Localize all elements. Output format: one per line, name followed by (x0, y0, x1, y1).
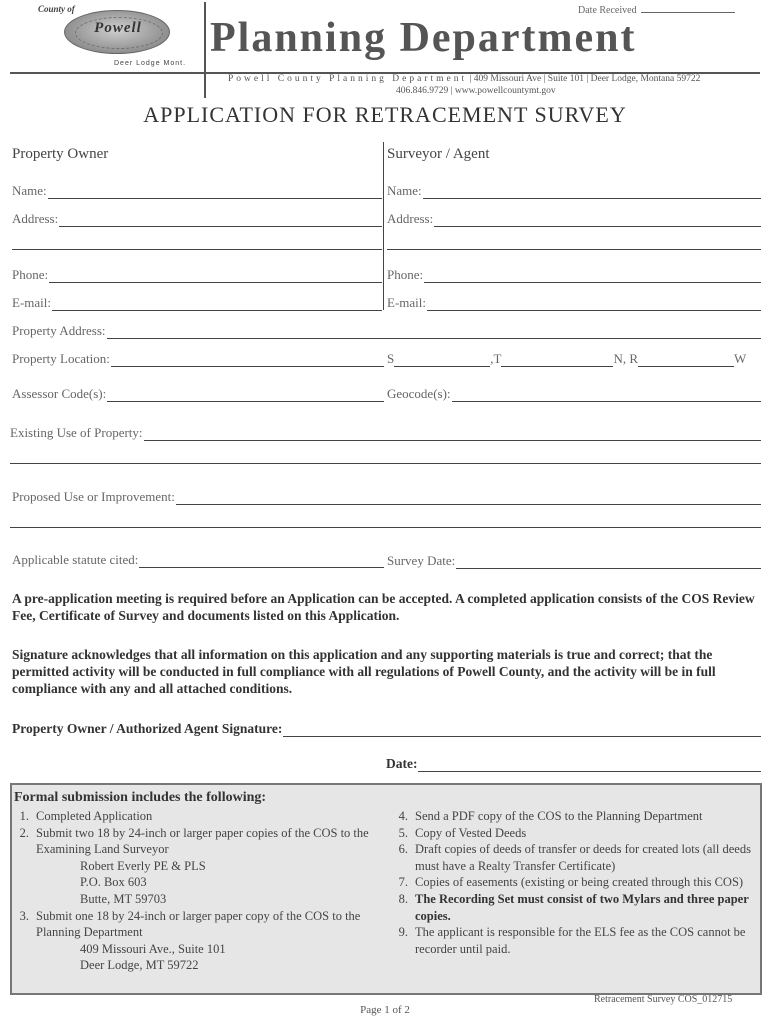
list-text: The applicant is responsible for the ELS fee as the COS cannot be recorder until paid. (415, 925, 746, 956)
agent-name-field[interactable] (387, 183, 761, 199)
form-id: Retracement Survey COS_012715 (594, 994, 733, 1005)
logo-bottom-text: Deer Lodge Mont. (114, 60, 187, 67)
list-item (393, 891, 753, 924)
agent-address-field[interactable] (387, 211, 761, 227)
owner-address-line-2[interactable] (12, 249, 382, 250)
list-text: Draft copies of deeds of transfer or deeds for created lots (all deeds must have a Realty Transfer Certificate) (415, 842, 751, 873)
existing-use-field[interactable] (10, 425, 761, 441)
department-street: | 409 Missouri Ave | Suite 101 | Deer Lodge, Montana 59722 (467, 74, 701, 84)
list-number: 7. (398, 875, 408, 890)
column-divider (383, 142, 384, 310)
range-label: N, R (613, 351, 638, 366)
section-label: S (387, 351, 395, 366)
signature-label: Property Owner / Authorized Agent Signature: (12, 721, 283, 736)
township-label: ,T (490, 351, 502, 366)
owner-address-line[interactable] (59, 215, 382, 227)
property-address-label: Property Address: (12, 323, 106, 338)
surveyor-agent-heading: Surveyor / Agent (387, 146, 490, 162)
date-received-line[interactable] (641, 4, 735, 13)
logo-name: Powell (94, 20, 142, 36)
list-item (393, 924, 753, 957)
header-vertical-rule (204, 2, 206, 98)
list-number: 3. (19, 908, 29, 923)
section-township-range (387, 351, 761, 367)
signature-line[interactable] (283, 725, 761, 737)
department-contact: 406.846.9729 | www.powellcountymt.gov (396, 86, 556, 96)
list-item (393, 874, 753, 891)
signature-date-label: Date: (386, 756, 418, 771)
geocode-field[interactable] (387, 386, 761, 402)
existing-use-line[interactable] (144, 429, 761, 441)
property-location-field[interactable] (12, 351, 384, 367)
owner-email-line[interactable] (52, 299, 382, 311)
agent-name-label: Name: (387, 183, 422, 198)
list-number: 2. (19, 825, 29, 840)
existing-use-line-2[interactable] (10, 463, 761, 464)
submission-list-right (393, 808, 753, 957)
signature-date-field[interactable] (386, 755, 761, 772)
list-text: The Recording Set must consist of two Mylars and three paper copies. (415, 891, 749, 923)
signature-date-line[interactable] (418, 760, 761, 772)
department-name: Powell County Planning Department (228, 74, 468, 84)
owner-address-label: Address: (12, 211, 59, 226)
owner-address-field[interactable] (12, 211, 382, 227)
list-item (393, 825, 753, 842)
agent-name-line[interactable] (423, 187, 761, 199)
submission-list-left (14, 808, 376, 974)
list-number: 4. (398, 809, 408, 823)
agent-email-line[interactable] (427, 299, 761, 311)
owner-phone-label: Phone: (12, 267, 49, 282)
proposed-use-field[interactable] (12, 489, 761, 505)
list-address-line (14, 957, 376, 974)
owner-email-label: E-mail: (12, 295, 51, 310)
statute-field[interactable] (12, 552, 384, 568)
agent-address-line-2[interactable] (387, 249, 761, 250)
list-address-line (14, 858, 376, 875)
property-location-label: Property Location: (12, 351, 110, 366)
list-text: Completed Application (36, 809, 153, 823)
assessor-code-label: Assessor Code(s): (12, 386, 107, 401)
signature-acknowledgement: Signature acknowledges that all information on this application and any supporting materials is true and correct; that the permitted activity will be conducted in full compliance with all regulations of Powell County, and the activity will be in full compliance with any and all attached conditions. (12, 647, 716, 696)
list-item (393, 841, 753, 874)
submission-title: Formal submission includes the following: (14, 790, 267, 805)
signature-field[interactable] (12, 720, 761, 737)
list-text: Submit two 18 by 24-inch or larger paper copies of the COS to the Examining Land Surveyor (36, 825, 369, 857)
statute-label: Applicable statute cited: (12, 552, 139, 567)
proposed-use-line[interactable] (176, 493, 761, 505)
form-title: APPLICATION FOR RETRACEMENT SURVEY (143, 102, 627, 127)
list-text: Butte, MT 59703 (80, 891, 167, 906)
existing-use-label: Existing Use of Property: (10, 425, 143, 440)
list-item (14, 908, 376, 941)
agent-email-field[interactable] (387, 295, 761, 311)
county-logo (28, 2, 198, 76)
list-text: 409 Missouri Ave., Suite 101 (80, 941, 226, 956)
list-address-line (14, 891, 376, 908)
owner-phone-field[interactable] (12, 267, 382, 283)
agent-email-label: E-mail: (387, 295, 426, 310)
assessor-code-line[interactable] (107, 390, 384, 402)
logo-top-text: County of (38, 4, 75, 14)
list-text: Deer Lodge, MT 59722 (80, 958, 199, 973)
list-item (393, 808, 753, 825)
list-text: Send a PDF copy of the COS to the Planning Department (415, 809, 703, 823)
owner-phone-line[interactable] (49, 271, 382, 283)
agent-phone-field[interactable] (387, 267, 761, 283)
list-text: Copies of easements (existing or being created through this COS) (415, 875, 744, 890)
range-input-line[interactable] (638, 355, 734, 367)
agent-phone-line[interactable] (424, 271, 761, 283)
property-address-line[interactable] (107, 327, 761, 339)
list-address-line (14, 941, 376, 958)
section-input-line[interactable] (394, 355, 490, 367)
list-number: 8. (398, 891, 408, 906)
page-number: Page 1 of 2 (360, 1004, 410, 1016)
department-address (228, 74, 700, 84)
preapplication-notice: A pre-application meeting is required before an Application can be accepted. A completed application consists of the COS Review Fee, Certificate of Survey and documents listed on this Application. (12, 591, 755, 623)
department-title: Planning Department (210, 15, 637, 61)
list-number: 6. (398, 842, 408, 857)
list-number: 5. (398, 825, 408, 840)
geocode-line[interactable] (452, 390, 761, 402)
list-text: Robert Everly PE & PLS (80, 858, 206, 873)
agent-address-label: Address: (387, 211, 434, 226)
date-received-label: Date Received (578, 5, 637, 16)
assessor-code-field[interactable] (12, 386, 384, 402)
agent-address-line[interactable] (434, 215, 761, 227)
survey-date-label: Survey Date: (387, 553, 456, 568)
list-number: 9. (398, 925, 408, 940)
township-input-line[interactable] (501, 355, 613, 367)
survey-date-line[interactable] (456, 557, 761, 569)
survey-date-field[interactable] (387, 553, 761, 569)
list-text: Copy of Vested Deeds (415, 825, 527, 840)
list-number: 1. (19, 809, 29, 823)
agent-phone-label: Phone: (387, 267, 424, 282)
owner-email-field[interactable] (12, 295, 382, 311)
list-address-line (14, 874, 376, 891)
geocode-label: Geocode(s): (387, 386, 451, 401)
list-text: P.O. Box 603 (80, 875, 147, 890)
property-owner-heading: Property Owner (12, 146, 109, 162)
property-location-line[interactable] (111, 355, 384, 367)
list-item (14, 808, 376, 825)
owner-name-label: Name: (12, 183, 47, 198)
west-label: W (734, 351, 747, 366)
statute-line[interactable] (139, 556, 384, 568)
owner-name-line[interactable] (48, 187, 382, 199)
list-item (14, 825, 376, 858)
owner-name-field[interactable] (12, 183, 382, 199)
proposed-use-label: Proposed Use or Improvement: (12, 489, 175, 504)
property-address-field[interactable] (12, 323, 761, 339)
proposed-use-line-2[interactable] (10, 527, 761, 528)
list-text: Submit one 18 by 24-inch or larger paper copy of the COS to the Planning Department (36, 908, 361, 940)
